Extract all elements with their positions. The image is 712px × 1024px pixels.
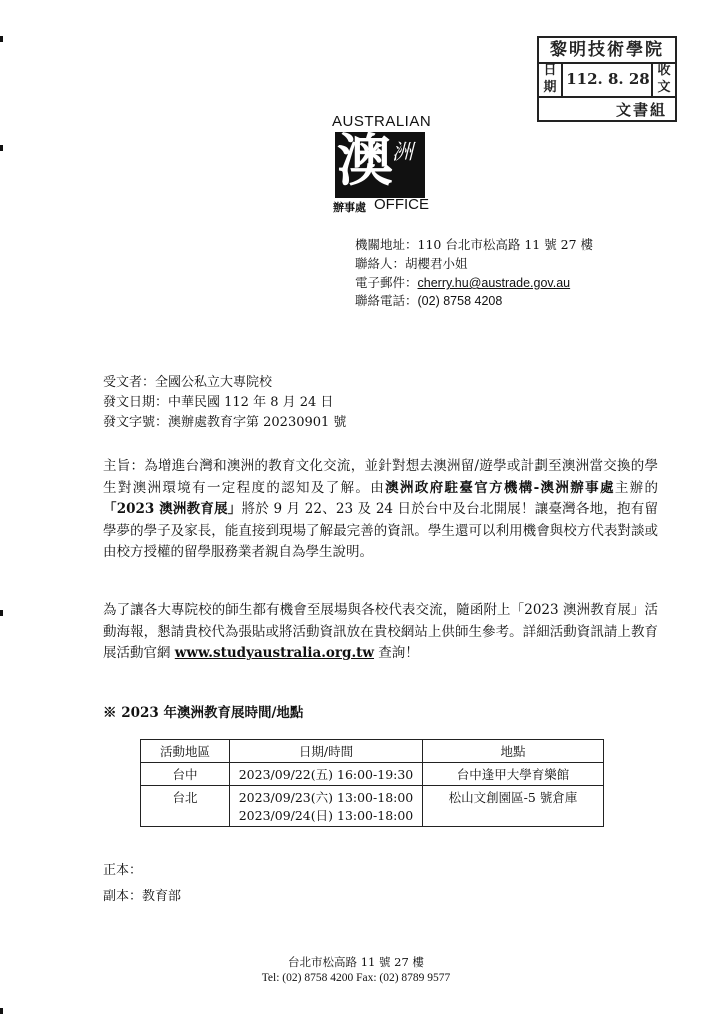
header-time: 日期/時間 [230,740,423,763]
footer-address: 台北市松高路 11 號 27 樓 [288,955,424,969]
cell-venue: 松山文創園區-5 號倉庫 [423,786,604,827]
event-website-link[interactable]: www.studyaustralia.org.tw [174,645,375,661]
request-paragraph: 為了讓各大專院校的師生都有機會至展場與各校代表交流，隨函附上「2023 澳洲教育展」活動海報，懇請貴校代為張貼或將活動資訊放在貴校網站上供師生參考。詳細活動資訊請上教育展活動官網 www.studyaustralia.org.tw 查詢！ [103,602,658,661]
stamp-dept: 文書組 [539,96,675,120]
stamp-date-label: 日期 [539,62,563,98]
stamp-institution: 黎明技術學院 [539,38,675,64]
cell-time: 2023/09/22(五) 16:00-19:30 [230,763,423,786]
cell-region: 台中 [141,763,230,786]
recipient: 受文者：全國公私立大專院校 [103,375,273,390]
table-row [141,763,604,786]
table-row [141,786,604,827]
logo-australian: AUSTRALIAN [332,113,432,130]
logo-office-en: OFFICE [374,196,429,213]
logo-small-char: 洲 [392,140,413,164]
email-link[interactable]: cherry.hu@austrade.gov.au [417,276,571,290]
contact-phone: 聯絡電話：(02) 8758 4208 [355,293,503,308]
cell-venue: 台中逢甲大學育樂館 [423,763,604,786]
contact-person: 聯絡人：胡櫻君小姐 [355,256,468,271]
subject-paragraph: 主旨：為增進台灣和澳洲的教育文化交流，並針對想去澳洲留/遊學或計劃至澳洲當交換的學生對澳洲環境有一定程度的認知及了解。由澳洲政府駐臺官方機構-澳洲辦事處主辦的「2023 澳洲教育展」將於 9 月 22、23 及 24 日於台中及台北開展！讓臺灣各地，抱有留學夢的學子及家長，能直接到現場了解最完善的資訊。學生還可以利用機會與校方代表對談或由校方授權的留學服務業者親自為學生說明。 [103,458,659,560]
table-header-row [141,740,604,763]
logo-office-cn: 辦事處 [333,201,366,214]
scan-mark [0,610,3,616]
footer-phones: Tel: (02) 8758 4200 Fax: (02) 8789 9577 [261,972,451,984]
stamp-date: 112. 8. 28 [566,70,650,88]
cell-time-line: 2023/09/24(日) 13:00-18:00 [238,808,414,823]
cell-time [230,786,423,827]
scan-mark [0,36,3,42]
logo-big-char: 澳 [337,128,393,194]
contact-email: 電子郵件：cherry.hu@austrade.gov.au [355,275,571,290]
contact-address: 機關地址：110 台北市松高路 11 號 27 樓 [355,237,594,252]
stamp-received-label: 收文 [651,62,675,98]
reference-number: 發文字號：澳辦處教育字第 20230901 號 [103,415,347,430]
header-region: 活動地區 [141,740,230,763]
header-venue: 地點 [423,740,604,763]
schedule-title: ※ 2023 年澳洲教育展時間/地點 [103,705,304,721]
original-recipient: 正本： [103,863,143,878]
copy-recipient: 副本：教育部 [103,889,182,904]
schedule-table [140,739,604,827]
cell-region: 台北 [141,786,230,827]
cell-time-line: 2023/09/23(六) 13:00-18:00 [238,790,414,805]
receipt-stamp [537,36,677,122]
scan-mark [0,145,3,151]
issue-date: 發文日期：中華民國 112 年 8 月 24 日 [103,395,334,410]
scan-mark [0,1008,3,1014]
